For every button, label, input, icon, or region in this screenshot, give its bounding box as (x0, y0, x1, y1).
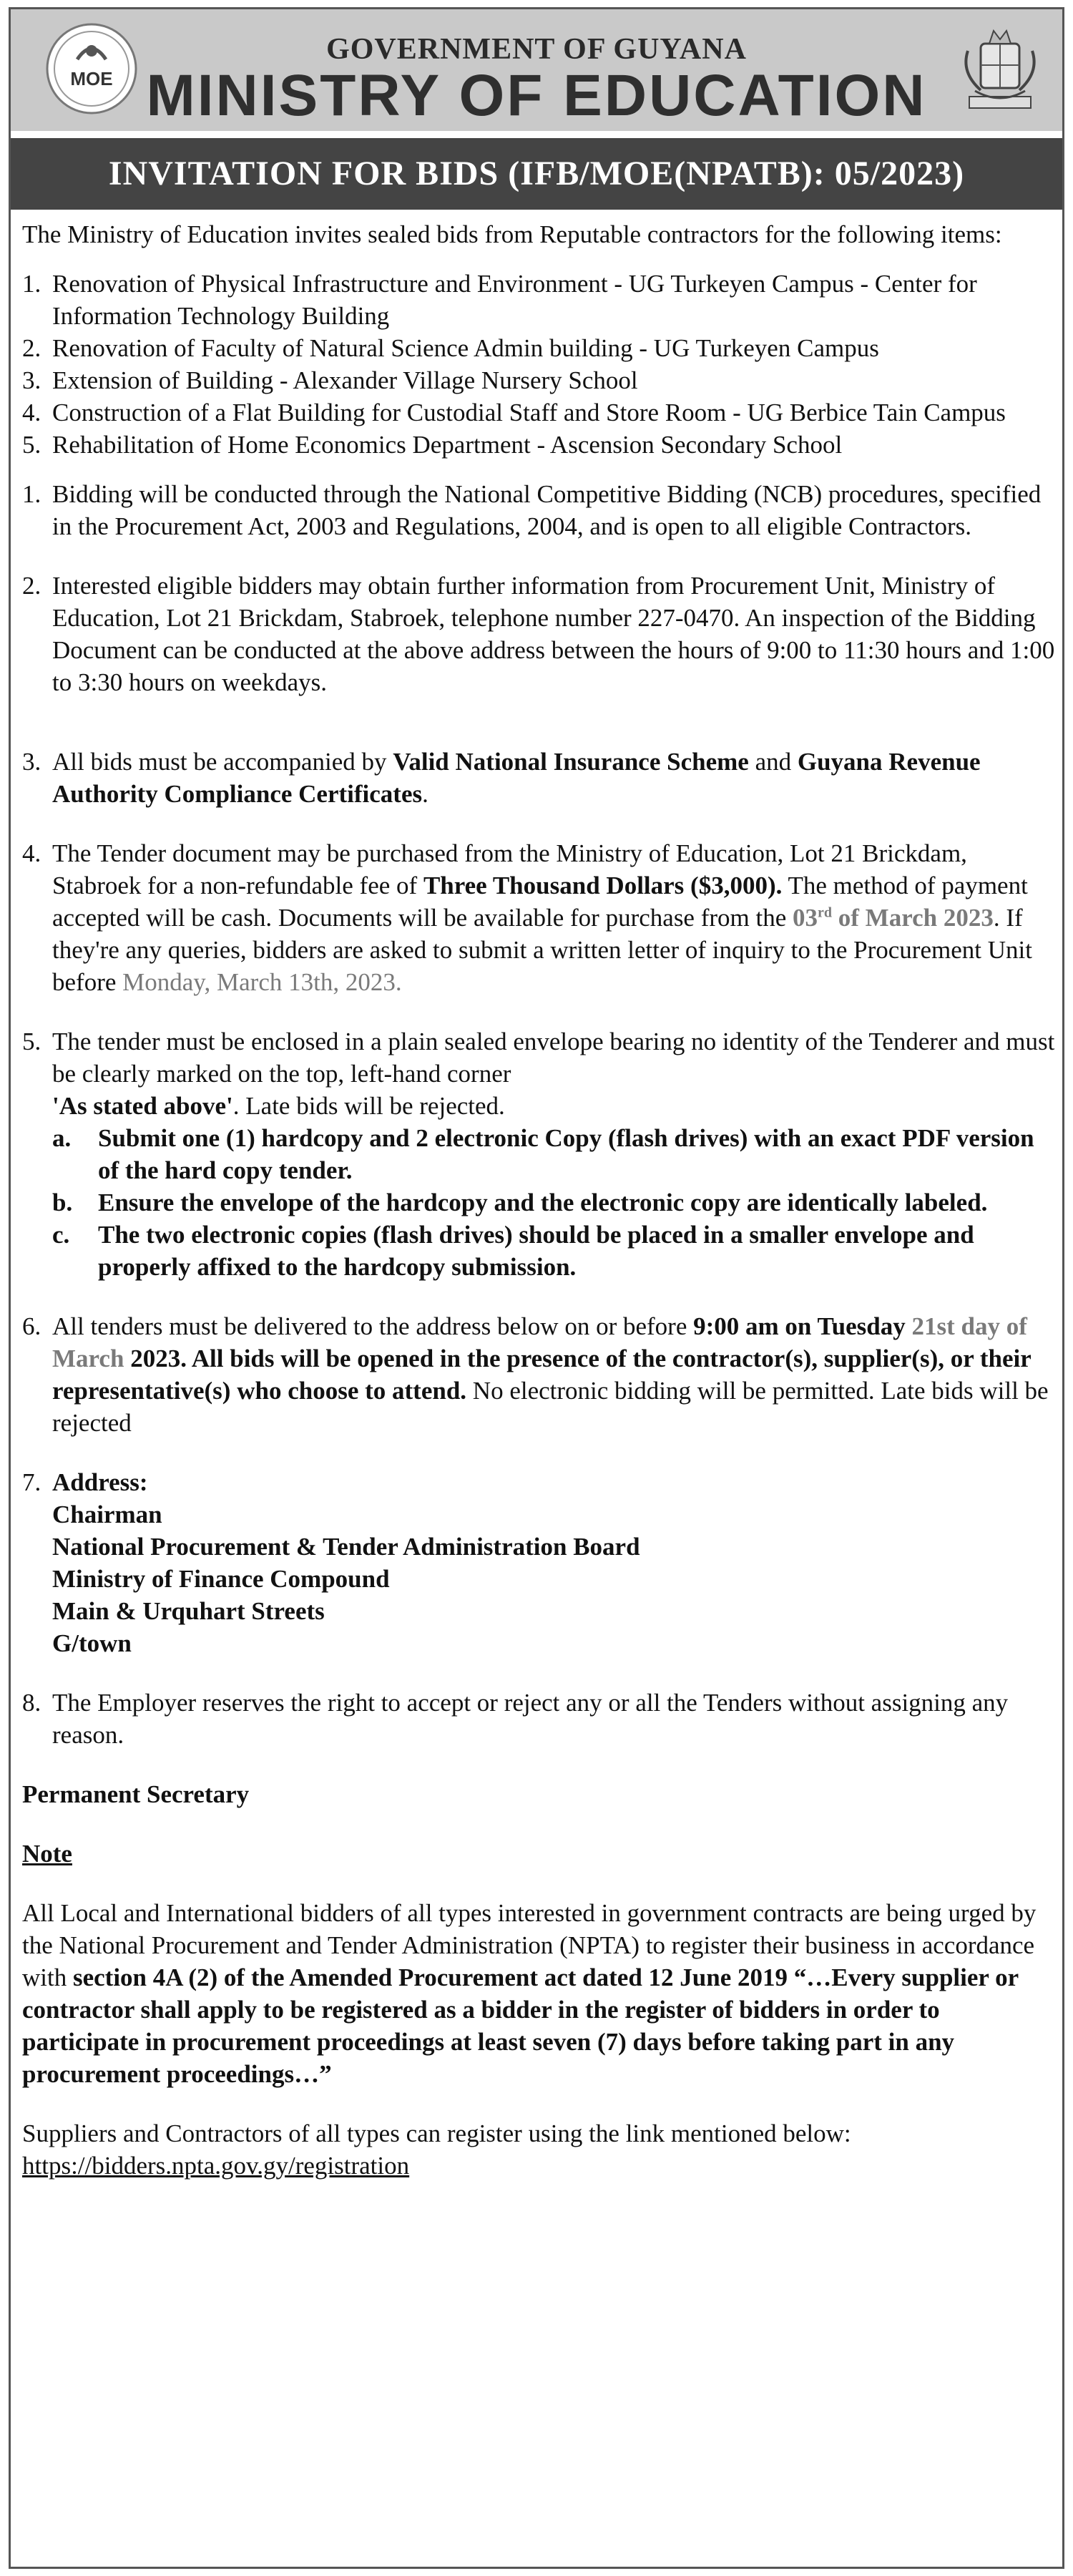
clause-number: 5. (22, 1028, 41, 1055)
clause-number: 4. (22, 839, 41, 867)
sub-item (22, 1186, 1055, 1219)
registration-text: Suppliers and Contractors of all types can register using the link mentioned below: (22, 2119, 851, 2147)
registration-link[interactable]: https://bidders.npta.gov.gy/registration (22, 2152, 410, 2180)
page-title: INVITATION FOR BIDS (IFB/MOE(NPATB): 05/2023) (108, 155, 965, 192)
signature: Permanent Secretary (22, 1780, 250, 1808)
clause-number: 2. (22, 572, 41, 600)
sub-item-text: Submit one (1) hardcopy and 2 electronic Copy (flash drives) with an exact PDF version of the hard copy tender. (98, 1124, 1034, 1184)
clause-text: The Employer reserves the right to accept or reject any or all the Tenders without assigning any reason. (52, 1689, 1009, 1749)
clause-2 (22, 570, 1055, 698)
clause-number: 7. (22, 1468, 41, 1496)
address-label: Address: (52, 1468, 148, 1496)
clause-number: 6. (22, 1312, 41, 1340)
inquiry-deadline: Monday, March 13th, 2023. (122, 968, 402, 996)
item-text: Renovation of Faculty of Natural Science Admin building - UG Turkeyen Campus (52, 334, 879, 362)
clause-text: Interested eligible bidders may obtain further information from Procurement Unit, Ministry of Education, Lot 21 Brickdam, Stabroek, telephone number 227-0470. An inspection of the Bidding Document can be conducted at the above address between the hours of 9:00 to 11:30 hours and 1:00 to 3:30 hours on weekdays. (52, 572, 1055, 696)
list-item (22, 364, 1055, 396)
opening-statement: 2023. All bids will be opened in the presence of the contractor(s), supplier(s), or their representative(s) who choose to attend. (52, 1345, 1032, 1405)
clause-text: No electronic bidding will be permitted. Late bids will be rejected (52, 1377, 1049, 1437)
item-number: 5. (22, 431, 41, 459)
notice-body (22, 218, 1055, 2182)
sub-item-letter: a. (52, 1124, 72, 1152)
gra-requirement: Guyana Revenue Authority Compliance Certificates (52, 748, 981, 808)
clause-5 (22, 1025, 1055, 1283)
clause-text: . Late bids will be rejected. (232, 1092, 505, 1120)
list-item (22, 396, 1055, 429)
tender-fee: Three Thousand Dollars ($3,000). (423, 872, 783, 899)
title-bar (11, 138, 1062, 210)
item-text: Rehabilitation of Home Economics Department - Ascension Secondary School (52, 431, 843, 459)
intro-paragraph: The Ministry of Education invites sealed bids from Reputable contractors for the following items: (22, 220, 1002, 248)
clause-number: 1. (22, 480, 41, 508)
clause-number: 8. (22, 1689, 41, 1717)
sub-item-text: The two electronic copies (flash drives) should be placed in a smaller envelope and properly affixed to the hardcopy submission. (98, 1221, 974, 1281)
address-line: Main & Urquhart Streets (52, 1597, 325, 1625)
address-block (22, 1498, 1055, 1659)
item-text: Renovation of Physical Infrastructure and Environment - UG Turkeyen Campus - Center for Information Technology Building (52, 270, 977, 330)
clause-text: Bidding will be conducted through the National Competitive Bidding (NCB) procedures, specified in the Procurement Act, 2003 and Regulations, 2004, and is open to all eligible Contractors. (52, 480, 1042, 540)
item-number: 4. (22, 399, 41, 426)
submission-day: 21st day of March (52, 1312, 1027, 1372)
note-text: All Local and International bidders of all types interested in government contracts are being urged by the National Procurement and Tender Administration (NPTA) to register their business in accordance with (22, 1899, 1037, 1991)
clause-8 (22, 1687, 1055, 1751)
clause-text: The Tender document may be purchased from the Ministry of Education, Lot 21 Brickdam, Stabroek for a non-refundable fee of (52, 839, 967, 899)
clause-4 (22, 837, 1055, 998)
clause-text: . If they're any queries, bidders are asked to submit a written letter of inquiry to the Procurement Unit before (52, 904, 1032, 996)
address-line: Ministry of Finance Compound (52, 1565, 390, 1593)
clause-number: 3. (22, 748, 41, 776)
legal-quote: section 4A (2) of the Amended Procurement act dated 12 June 2019 “…Every supplier or contractor shall apply to be registered as a bidder in the register of bidders in order to participate in procurement proceedings at least seven (7) days before taking part in any procurement proceedings…” (22, 1963, 1019, 2088)
clause-text: The tender must be enclosed in a plain sealed envelope bearing no identity of the Tenderer and must be clearly marked on the top, left-hand corner (52, 1028, 1055, 1088)
clause-text: All bids must be accompanied by (52, 748, 393, 776)
coat-of-arms-icon (954, 22, 1047, 119)
nis-requirement: Valid National Insurance Scheme (393, 748, 749, 776)
clause-7 (22, 1466, 1055, 1498)
clause-text: . (422, 780, 428, 808)
logo-text: MOE (70, 68, 113, 89)
header-banner (11, 9, 1062, 131)
registration-paragraph (22, 2117, 1055, 2182)
item-text: Extension of Building - Alexander Village Nursery School (52, 366, 638, 394)
ministry-heading: MINISTRY OF EDUCATION (146, 63, 927, 128)
clause-3 (22, 746, 1055, 810)
sub-item-text: Ensure the envelope of the hardcopy and the electronic copy are identically labeled. (98, 1189, 988, 1216)
address-line: Chairman (52, 1501, 162, 1528)
clause-6 (22, 1310, 1055, 1439)
list-item (22, 332, 1055, 364)
government-heading: GOVERNMENT OF GUYANA (326, 33, 747, 66)
sub-item-letter: c. (52, 1221, 70, 1249)
advertisement-page (9, 7, 1064, 2569)
item-text: Construction of a Flat Building for Custodial Staff and Store Room - UG Berbice Tain Campus (52, 399, 1006, 426)
sub-item (22, 1122, 1055, 1186)
availability-date: 03rd of March 2023 (793, 904, 994, 932)
address-line: G/town (52, 1629, 132, 1657)
sub-item-letter: b. (52, 1189, 73, 1216)
submission-time: 9:00 am on Tuesday (693, 1312, 912, 1340)
sub-item (22, 1219, 1055, 1283)
item-number: 2. (22, 334, 41, 362)
clause-text: The method of payment accepted will be cash. Documents will be available for purchase from the (52, 872, 1028, 932)
marking-instruction: 'As stated above' (52, 1092, 233, 1120)
item-number: 3. (22, 366, 41, 394)
list-item (22, 268, 1055, 332)
item-number: 1. (22, 270, 41, 298)
address-line: National Procurement & Tender Administration Board (52, 1533, 640, 1561)
list-item (22, 429, 1055, 461)
clause-1 (22, 478, 1055, 542)
clause-text: and (748, 748, 798, 776)
items-list (22, 268, 1055, 461)
note-paragraph (22, 1897, 1055, 2090)
clause-text: All tenders must be delivered to the address below on or before (52, 1312, 694, 1340)
note-heading: Note (22, 1840, 72, 1868)
